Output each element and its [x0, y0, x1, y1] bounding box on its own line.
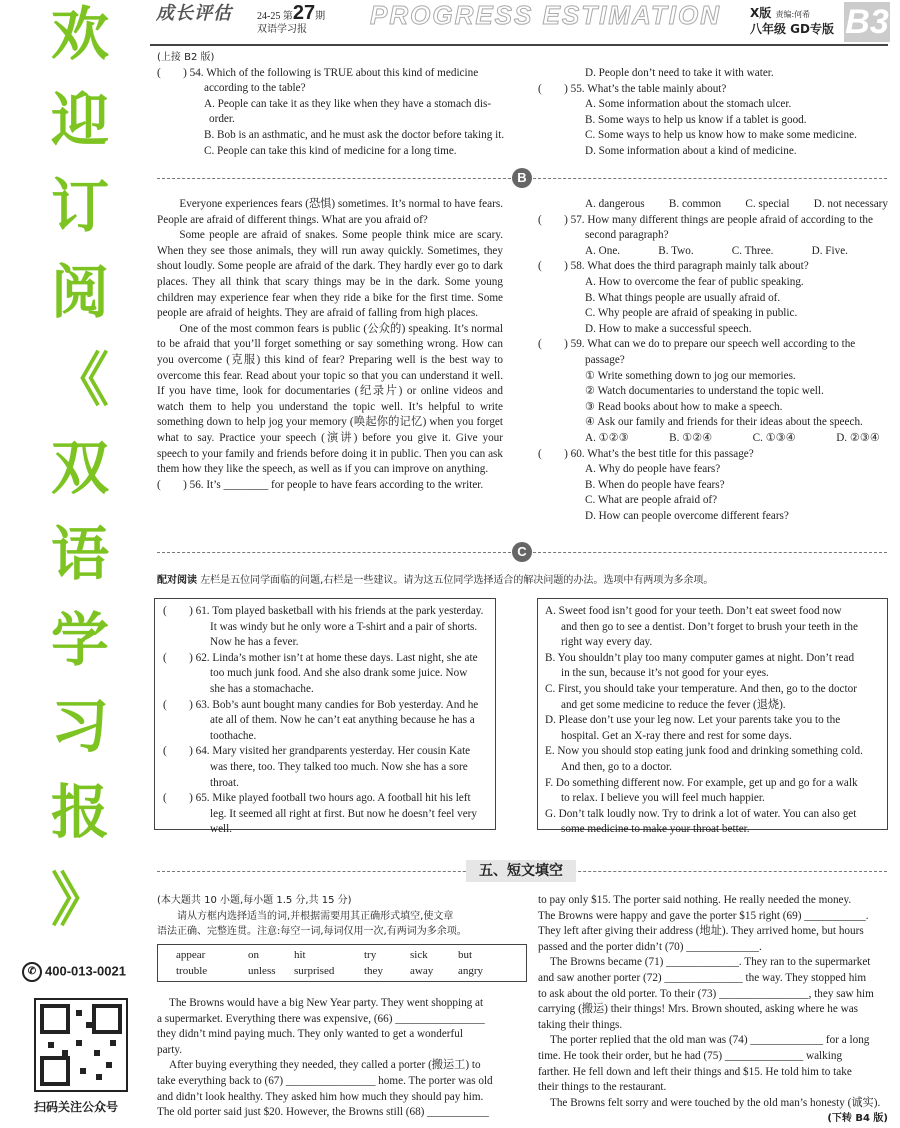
problem-63: ( ) 63. Bob’s aunt bought many candies for Bob yesterday. And he ate all of them. Now he can’t eat anything because he has a toothache. — [163, 698, 479, 742]
suggestion-d: D. Please don’t use your leg now. Let your parents take you to the hospital. Get an X-ray there and rest for some days. — [545, 714, 841, 742]
cloze-line: The porter replied that the old man was (74) _____________ for a long — [550, 1034, 870, 1047]
sidebar-char: 报 — [50, 778, 109, 846]
sidebar-char: 习 — [50, 692, 109, 760]
sidebar-char: 学 — [50, 606, 109, 674]
problem-62: ( ) 62. Linda’s mother isn’t at home these days. Last night, she ate too much junk food. And she also drank some juice. Now she has a stomachache. — [163, 651, 478, 695]
suggestion-a: A. Sweet food isn’t good for your teeth. Don’t eat sweet food now and then go to see a dentist. Don’t forget to brush your teeth in the right way every day. — [545, 605, 858, 649]
cloze-line: a supermarket. Everything there was expensive, (66) ________________ — [157, 1012, 485, 1025]
page-header — [150, 0, 900, 44]
option-55b: B. Some ways to help us know if a tablet is good. — [585, 113, 807, 126]
part-b-questions — [538, 197, 888, 524]
problem-64: ( ) 64. Mary visited her grandparents yesterday. Her cousin Kate was there, too. They talked too much. Now she has a sore throat. — [163, 745, 471, 789]
instr-text: 左栏是五位同学面临的问题,右栏是一些建议。请为这五位同学选择适合的解决问题的办法。选项中有两项为多余项。 — [200, 575, 714, 586]
word-bank-item: try — [364, 949, 377, 961]
cloze-instructions — [157, 893, 527, 940]
option-57c: C. Three. — [731, 244, 774, 257]
word-bank-item: trouble — [176, 965, 208, 977]
suggestion-b: B. You shouldn’t play too many computer games at night. Don’t read in the sun, because it’s not good for your eyes. — [545, 651, 855, 680]
question-59-line: passage? — [585, 353, 625, 366]
option-55c: C. Some ways to help us know how to make some medicine. — [585, 129, 857, 142]
page-number: B3 — [845, 3, 889, 41]
problem-65: ( ) 65. Mike played football two hours ago. A football hit his left leg. It seemed all right at first. But now he doesn’t feel very well. — [163, 792, 477, 836]
suggestion-f: F. Do something different now. For example, get up and go for a walk to relax. I believe you will feel much happier. — [545, 776, 858, 805]
option-59d: D. ②③④ — [836, 431, 880, 444]
question-54-line: according to the table? — [204, 82, 306, 95]
section-logo: 成长评估 — [156, 3, 232, 24]
continued-next-note: (下转 B4 版) — [827, 1113, 888, 1125]
option-56a: A. dangerous — [585, 198, 645, 210]
word-bank-item: on — [248, 949, 259, 961]
cloze-instr-line: 请从方框内选择适当的词,并根据需要用其正确形式填空,使文章 — [177, 910, 454, 922]
qr-code[interactable] — [34, 998, 128, 1092]
sidebar-char: 阅 — [50, 258, 109, 326]
question-60: ( ) 60. What’s the best title for this passage? — [538, 447, 754, 460]
cloze-line: After buying everything they needed, they called a porter (搬运工) to — [169, 1059, 481, 1072]
cloze-line: The old porter said just $20. However, the Browns still (68) ___________ — [157, 1106, 489, 1119]
option-59c: C. ①③④ — [752, 431, 796, 444]
cloze-line: party. — [157, 1043, 183, 1056]
statement-2: ② Watch documentaries to understand the topic well. — [585, 385, 824, 398]
problem-61: ( ) 61. Tom played basketball with his friends at the park yesterday. It was windy but he only wore a T-shirt and a pair of shorts. Now he has a fever. — [163, 605, 484, 649]
suggestion-g: G. Don’t talk loudly now. Try to drink a lot of water. You can also get some medicine to make your throat better. — [545, 807, 857, 836]
cloze-line: their things to the restaurant. — [538, 1081, 667, 1094]
option-54a: A. People can take it as they like when they have a stomach dis- — [204, 97, 492, 110]
part-a-right — [538, 66, 888, 160]
issue-number: 24-25 第27期 — [257, 2, 326, 24]
phone-icon: ✆ — [22, 962, 42, 982]
header-divider — [150, 44, 888, 46]
grade-edition: 八年级 GD专版 — [750, 22, 834, 36]
option-55a: A. Some information about the stomach ulcer. — [585, 98, 792, 111]
cloze-line: The Browns felt sorry and were touched by the old man’s honesty (诚实). — [550, 1096, 881, 1109]
statement-1: ① Write something down to jog our memories. — [585, 369, 796, 382]
question-55: ( ) 55. What’s the table mainly about? — [538, 82, 727, 95]
word-bank-item: unless — [248, 965, 276, 977]
word-bank-item: they — [364, 965, 383, 977]
option-58b: B. What things people are usually afraid of. — [585, 291, 781, 304]
sidebar-char: 欢 — [50, 0, 109, 68]
option-58c: C. Why people are afraid of speaking in public. — [585, 307, 798, 320]
section-badge-b: B — [512, 168, 532, 188]
instr-label: 配对阅读 — [157, 575, 197, 586]
cloze-line: The Browns became (71) _____________. They ran to the supermarket — [550, 956, 871, 969]
cloze-line: The Browns were happy and gave the porter $15 right (69) ___________. — [538, 909, 869, 922]
word-bank-item: surprised — [294, 965, 335, 977]
options-57 — [538, 244, 888, 260]
passage-paragraph: Some people are afraid of snakes. Some people think mice are scary. When they see those animals, they will run away quickly. Sometimes, they shout loudly. Some people are afraid of the dark. They hardly ever go to dark places. They all think that scary things may be in the dark. Some young children may experience fear when they ride a bike for the first time. Some people are afraid of heights. They are afraid of falling from high places. — [157, 229, 503, 320]
header-banner: PROGRESS ESTIMATION — [370, 0, 721, 30]
suggestions-list — [545, 604, 883, 838]
word-bank-item: sick — [410, 949, 428, 961]
suggestion-c: C. First, you should take your temperature. And then, go to the doctor and get some medicine to reduce the fever (退烧). — [545, 682, 857, 711]
cloze-line: they didn’t mind paying much. They only wanted to get a wonderful — [157, 1028, 463, 1041]
phone-number — [22, 962, 126, 982]
cloze-score-note: (本大题共 10 小题,每小题 1.5 分,共 15 分) — [157, 895, 352, 906]
cloze-line: farther. He fell down and left their things and $15. He told him to take — [538, 1065, 852, 1078]
part-a-left — [157, 50, 517, 159]
option-59a: A. ①②③ — [585, 431, 629, 444]
cloze-line: and didn’t look healthy. They asked him how much they should pay him. — [157, 1090, 484, 1103]
statement-4: ④ Ask our family and friends for their ideas about the speech. — [585, 416, 863, 429]
continued-note: (上接 B2 版) — [157, 52, 215, 63]
option-55d: D. Some information about a kind of medicine. — [585, 144, 797, 157]
word-bank-item: but — [458, 949, 473, 961]
cloze-line: take everything back to (67) ________________ home. The porter was old — [157, 1074, 493, 1087]
cloze-line: taking their things. — [538, 1018, 623, 1031]
question-58: ( ) 58. What does the third paragraph mainly talk about? — [538, 260, 809, 273]
cloze-line: carrying (搬运) their things! Mrs. Brown shouted, asking where he was — [538, 1003, 859, 1016]
section-title-5: 五、短文填空 — [466, 860, 576, 882]
option-57b: B. Two. — [658, 244, 694, 257]
question-57-line: second paragraph? — [585, 229, 669, 242]
suggestion-e: E. Now you should stop eating junk food and drinking something cold. And then, go to a doctor. — [545, 745, 863, 773]
passage-paragraph: Everyone experiences fears (恐惧) sometimes. It’s normal to have fears. People are afraid of different things. What are you afraid of? — [157, 198, 503, 226]
option-54b: B. Bob is an asthmatic, and he must ask the doctor before taking it. — [204, 128, 505, 141]
sidebar-char: 《 — [50, 346, 109, 414]
word-bank — [157, 944, 527, 982]
word-bank-item: hit — [294, 949, 306, 961]
options-56 — [538, 197, 888, 213]
question-54: ( ) 54. Which of the following is TRUE about this kind of medicine — [157, 66, 479, 79]
option-56b: B. common — [668, 198, 722, 210]
cloze-line: to pay only $15. The porter said nothing. He really needed the money. — [538, 894, 852, 906]
option-57d: D. Five. — [811, 244, 848, 257]
cloze-line: to ask about the old porter. To their (73) ________________, they saw him — [538, 987, 874, 1000]
edition: X版 责编:何希 — [750, 6, 811, 20]
option-58d: D. How to make a successful speech. — [585, 322, 752, 335]
reading-passage-b — [157, 197, 503, 493]
cloze-line: and saw another porter (72) ______________ the way. They stopped him — [538, 971, 867, 984]
options-59 — [538, 431, 888, 447]
cloze-instr-line: 语法正确、完整连贯。注意:每空一词,每词仅用一次,有两词为多余项。 — [157, 926, 467, 938]
option-56c: C. special — [745, 198, 790, 210]
question-59: ( ) 59. What can we do to prepare our speech well according to the — [538, 338, 856, 351]
problems-list — [163, 604, 491, 838]
matching-instructions — [157, 573, 887, 589]
statement-3: ③ Read books about how to make a speech. — [585, 400, 783, 413]
option-60b: B. When do people have fears? — [585, 478, 725, 491]
sidebar-char: 语 — [50, 520, 109, 588]
option-58a: A. How to overcome the fear of public speaking. — [585, 275, 804, 288]
option-54c: C. People can take this kind of medicine for a long time. — [204, 144, 457, 157]
option-56d: D. not necessary — [813, 198, 888, 210]
cloze-line: time. He took their order, but he had (75) ______________ walking — [538, 1049, 843, 1062]
subscription-sidebar — [0, 0, 150, 1128]
word-bank-item: appear — [176, 949, 206, 961]
option-60c: C. What are people afraid of? — [585, 494, 718, 507]
option-57a: A. One. — [585, 244, 621, 257]
word-bank-item: away — [410, 965, 434, 977]
qr-label: 扫码关注公众号 — [34, 1100, 119, 1114]
question-57: ( ) 57. How many different things are people afraid of according to the — [538, 213, 873, 226]
option-54d: D. People don’t need to take it with water. — [585, 67, 774, 79]
section-badge-c: C — [512, 542, 532, 562]
cloze-passage-left — [157, 996, 507, 1121]
sidebar-char: 》 — [50, 866, 109, 934]
phone-text: 400-013-0021 — [45, 963, 126, 979]
sidebar-char: 订 — [50, 172, 109, 240]
option-59b: B. ①②④ — [669, 431, 713, 444]
passage-paragraph: One of the most common fears is public (公众的) speaking. It’s normal to be afraid that you’ll forget something or say something wrong. How can you overcome (克服) this kind of fear? Preparing well is the best way to overcome this fear. Read about your topic so that you can understand it well. If you have time, look for documentaries (纪录片) or online videos and watch them to help you understand the topic well. It’s helpful to write something down to help jog your memory (唤起你的记忆) when you forget what to say. Practice your speech (演讲) before you give it. Give your speech to your family and friends before doing it in public. Then you can ask them how they like the speech, as well as if you can improve on anything. — [157, 322, 503, 476]
cloze-line: The Browns would have a big New Year party. They went shopping at — [169, 997, 484, 1009]
paper-name: 双语学习报 — [257, 24, 307, 35]
question-56: ( ) 56. It’s ________ for people to have fears according to the writer. — [157, 478, 484, 491]
cloze-line: passed and the porter didn’t (70) _____________. — [538, 940, 762, 953]
sidebar-char: 双 — [50, 434, 109, 502]
option-60d: D. How can people overcome different fears? — [585, 509, 789, 522]
option-60a: A. Why do people have fears? — [585, 463, 721, 476]
sidebar-char: 迎 — [50, 86, 109, 154]
word-bank-item: angry — [458, 965, 484, 977]
option-54a-cont: order. — [209, 113, 235, 126]
cloze-line: They left after giving their address (地址). They arrived home, but hours — [538, 925, 864, 938]
cloze-passage-right — [538, 893, 888, 1127]
